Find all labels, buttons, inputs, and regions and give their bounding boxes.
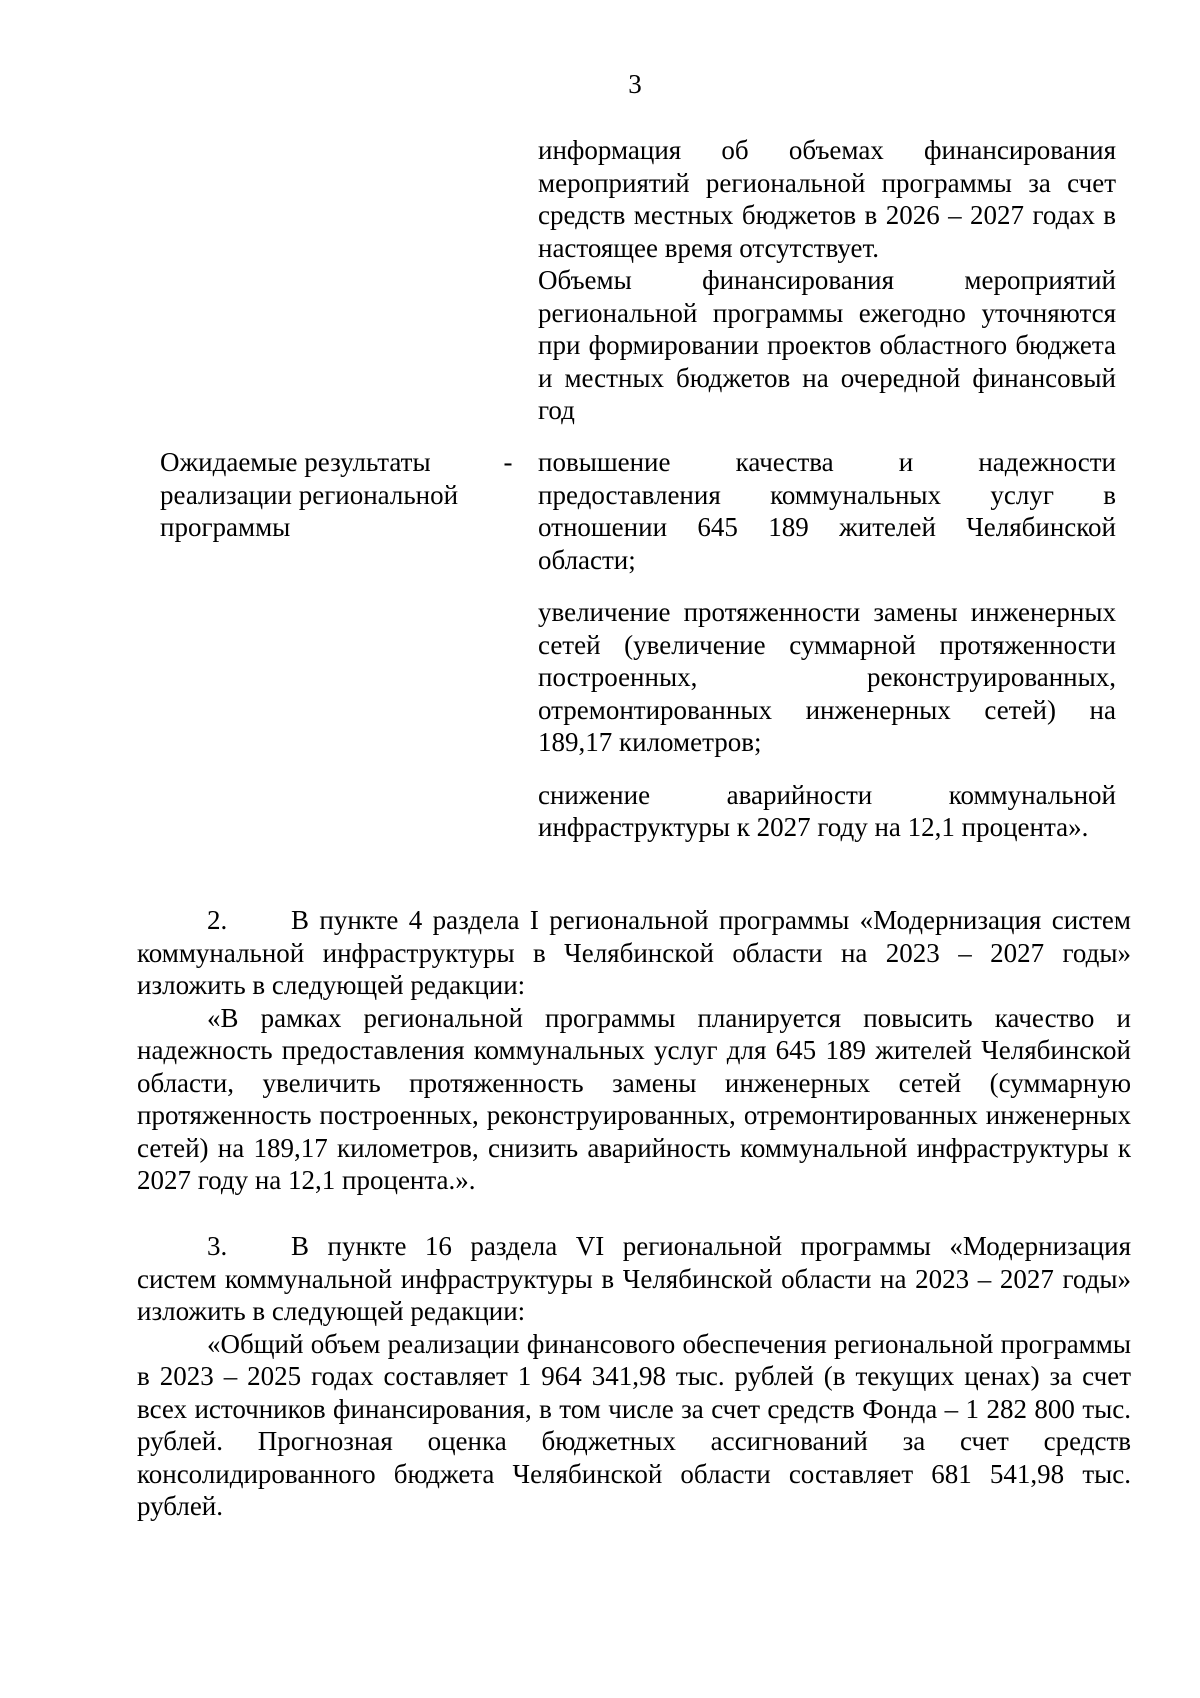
result-item-3: снижение аварийности коммунальной инфраструктуры к 2027 году на 12,1 процента». — [538, 779, 1116, 842]
section-3-text: В пункте 16 раздела VI региональной программы «Модернизация систем коммунальной инфраструктуры в Челябинской области на 2023 – 2027 годы» изложить в следующей редакции: — [137, 1231, 1131, 1326]
section-2-number: 2. — [207, 905, 228, 935]
funding-continuation — [538, 134, 1116, 427]
amendment-section-2 — [137, 904, 1131, 1197]
result-item-2: увеличение протяженности замены инженерных сетей (увеличение суммарной протяженности построенных, реконструированных, отремонтированных инженерных сетей) на 189,17 километров; — [538, 597, 1116, 757]
amendment-section-3 — [137, 1230, 1131, 1523]
funding-paragraph-1: информация об объемах финансирования мероприятий региональной программы за счет средств местных бюджетов в 2026 – 2027 годах в настоящее время отсутствует. — [538, 135, 1116, 263]
section-3-intro — [137, 1230, 1131, 1328]
expected-results-list — [538, 446, 1116, 844]
label-dash: - — [503, 447, 513, 477]
section-3-number: 3. — [207, 1231, 228, 1261]
section-2-text: В пункте 4 раздела I региональной программы «Модернизация систем коммунальной инфраструктуры в Челябинской области на 2023 – 2027 годы» изложить в следующей редакции: — [137, 905, 1131, 1000]
expected-results-label: Ожидаемые результаты реализации региональной программы — [160, 447, 459, 542]
section-2-quote: «В рамках региональной программы планируется повысить качество и надежность предоставления коммунальных услуг для 645 189 жителей Челябинской области, увеличить протяженность замены инженерных сетей (суммарную протяженность построенных, реконструированных, отремонтированных инженерных сетей) на 189,17 километров, снизить аварийность коммунальной инфраструктуры к 2027 году на 12,1 процента.». — [137, 1002, 1131, 1195]
section-3-quote: «Общий объем реализации финансового обеспечения региональной программы в 2023 – 2025 годах составляет 1 964 341,98 тыс. рублей (в текущих ценах) за счет всех источников финансирования, в том числе за счет средств Фонда – 1 282 800 тыс. рублей. Прогнозная оценка бюджетных ассигнований за счет средств консолидированного бюджета Челябинской области составляет 681 541,98 тыс. рублей. — [137, 1328, 1131, 1521]
section-2-intro — [137, 904, 1131, 1002]
funding-paragraph-2: Объемы финансирования мероприятий региональной программы ежегодно уточняются при формировании проектов областного бюджета и местных бюджетов на очередной финансовый год — [538, 265, 1116, 425]
result-item-1: повышение качества и надежности предоставления коммунальных услуг в отношении 645 189 жителей Челябинской области; — [538, 447, 1116, 575]
page-number: 3 — [628, 69, 642, 99]
